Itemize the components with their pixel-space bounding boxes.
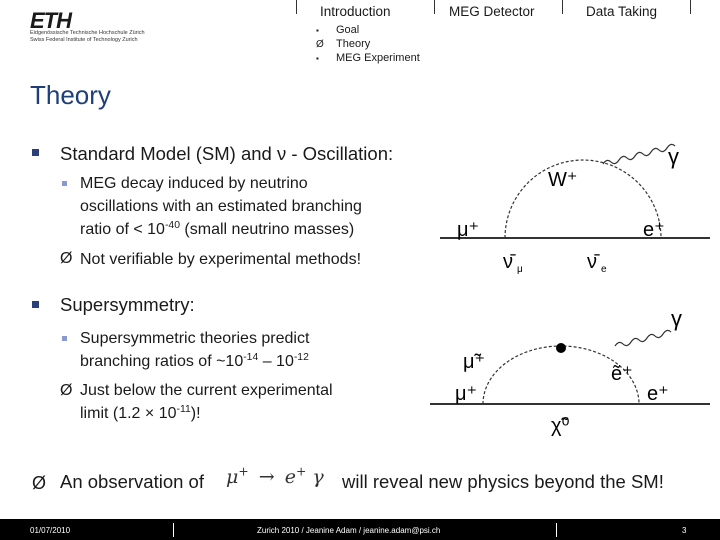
formula-part: → [258, 466, 275, 488]
text-line [80, 402, 333, 425]
logo-sub-line2: Swiss Federal Institute of Technology Zurich [30, 37, 138, 43]
footer-page-number: 3 [682, 526, 687, 535]
neutrino-mu-label: ν̄ [503, 251, 513, 273]
footer-date: 01/07/2010 [30, 526, 71, 535]
arrow-bullet-icon: Ø [60, 382, 73, 399]
text-line [80, 350, 309, 373]
w-boson-label: W⁺ [548, 169, 578, 191]
vertex-dot [556, 343, 566, 353]
exponent: -14 [243, 351, 259, 363]
section1-conclusion: Not verifiable by experimental methods! [80, 251, 362, 268]
subnav-label: Goal [336, 24, 360, 36]
muon-label: μ⁺ [457, 219, 480, 241]
photon-line [603, 144, 675, 164]
eth-logo-subtitle [30, 30, 145, 44]
text-line: MEG decay induced by neutrino [80, 175, 308, 192]
nav-separator [562, 0, 563, 14]
subnav-goal[interactable] [316, 24, 359, 36]
square-bullet-icon [62, 336, 67, 341]
eth-logo: ETH [30, 8, 71, 33]
text-part: (small neutrino masses) [179, 221, 355, 238]
square-bullet-icon [62, 181, 67, 186]
arrow-bullet-icon: Ø [316, 39, 324, 50]
text-part: limit (1.2 × 10 [80, 405, 177, 422]
photon-label: γ [671, 306, 682, 331]
square-bullet-icon [32, 301, 39, 308]
text-part: branching ratios of ~10 [80, 353, 244, 370]
text-part: ratio of < 10 [80, 221, 165, 238]
formula-mu-to-e-gamma [226, 466, 324, 488]
subnav-label: Theory [336, 38, 371, 50]
exponent: -11 [176, 403, 191, 415]
footer-bar [0, 519, 720, 540]
section2-conclusion [80, 379, 333, 425]
section2-heading: Supersymmetry: [60, 294, 195, 315]
photon-label: γ [668, 144, 679, 169]
footer-author: Zurich 2010 / Jeanine Adam / jeanine.adam@psi.ch [257, 526, 441, 535]
smuon-label: μ̃⁺ [463, 351, 486, 373]
muon-label: μ⁺ [455, 383, 478, 405]
text-part: )! [190, 405, 201, 422]
neutrino-e-sub: e [601, 264, 607, 275]
formula-part: + [295, 464, 307, 479]
feynman-diagram-sm [425, 140, 720, 280]
nav-separator [434, 0, 435, 14]
section2-point [80, 327, 309, 373]
text-line: Supersymmetric theories predict [80, 330, 310, 347]
feynman-diagram-susy [425, 298, 720, 438]
exponent: -12 [293, 351, 309, 363]
conclusion-suffix: will reveal new physics beyond the SM! [342, 471, 664, 492]
conclusion-prefix: An observation of [60, 471, 204, 492]
nav-data-taking[interactable]: Data Taking [586, 4, 658, 19]
logo-sub-line1: Eidgenössische Technische Hochschule Zürich [30, 30, 145, 36]
neutralino-label: χ̃⁰ [551, 415, 570, 437]
electron-label: e⁺ [643, 219, 665, 241]
photon-line [615, 330, 671, 346]
square-bullet-icon: ▪ [316, 26, 319, 35]
nav-separator [690, 0, 691, 14]
text-part: – 10 [258, 353, 294, 370]
nav-introduction[interactable]: Introduction [320, 4, 391, 19]
section1-point [80, 172, 362, 241]
formula-part: + [238, 464, 249, 479]
subnav-theory[interactable] [316, 38, 370, 50]
page-title: Theory [30, 80, 111, 110]
text-line [80, 218, 362, 241]
square-bullet-icon [32, 149, 39, 156]
section1-heading: Standard Model (SM) and ν - Oscillation: [60, 143, 394, 164]
square-bullet-icon: ▪ [316, 54, 319, 63]
nav-separator [296, 0, 297, 14]
footer-separator [173, 523, 174, 537]
formula-part: e [284, 466, 296, 488]
formula-part: μ [226, 466, 239, 488]
neutrino-mu-sub: μ [517, 264, 523, 275]
formula-part: γ [312, 466, 324, 488]
selectron-label: ẽ⁺ [611, 363, 633, 385]
subnav-meg-experiment[interactable] [316, 52, 420, 64]
electron-label: e⁺ [647, 383, 669, 405]
arrow-bullet-icon: Ø [32, 473, 47, 493]
text-line: oscillations with an estimated branching [80, 198, 362, 215]
arrow-bullet-icon: Ø [60, 250, 73, 267]
text-line: Just below the current experimental [80, 382, 333, 399]
subnav-label: MEG Experiment [336, 52, 420, 64]
exponent: -40 [164, 219, 180, 231]
w-boson-arc [505, 160, 661, 238]
nav-meg-detector[interactable]: MEG Detector [449, 4, 535, 19]
footer-separator [556, 523, 557, 537]
neutrino-e-label: ν̄ [587, 251, 597, 273]
